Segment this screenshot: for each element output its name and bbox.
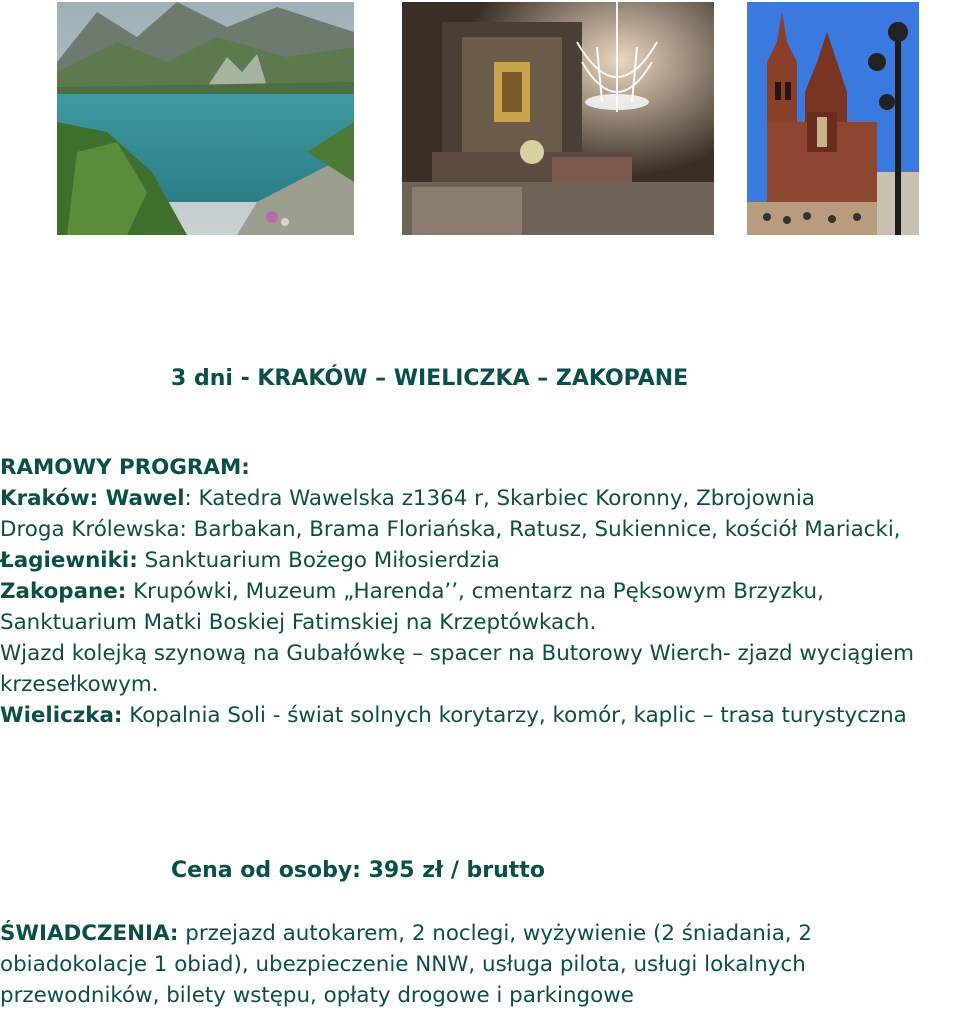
program-lagiewniki (0, 545, 960, 576)
program-krakow (0, 483, 960, 514)
photo-st-marys-basilica (747, 2, 919, 235)
benefits-paragraph (0, 918, 960, 1011)
zakopane-text: Krupówki, Muzeum „Harenda’’, cmentarz na Pęksowym Brzyzku, Sanktuarium Matki Boskiej Fatimskiej na Krzeptówkach. (0, 579, 824, 635)
page-title: 3 dni - KRAKÓW – WIELICZKA – ZAKOPANE (171, 366, 689, 391)
program-heading-text: RAMOWY PROGRAM: (0, 455, 250, 480)
program-wjazd (0, 638, 960, 700)
wieliczka-text: Kopalnia Soli - świat solnych korytarzy, komór, kaplic – trasa turystyczna (122, 703, 907, 728)
lagiewniki-label: Łagiewniki: (0, 548, 138, 573)
zakopane-label: Zakopane: (0, 579, 127, 604)
program-wieliczka (0, 700, 960, 731)
photo-mountain-lake (57, 2, 354, 235)
droga-text: Droga Królewska: Barbakan, Brama Floriańska, Ratusz, Sukiennice, kościół Mariacki, (0, 517, 901, 542)
program-droga (0, 514, 960, 545)
program-heading (0, 452, 960, 483)
price-line: Cena od osoby: 395 zł / brutto (171, 858, 545, 883)
wieliczka-label: Wieliczka: (0, 703, 123, 728)
program-section (0, 452, 960, 731)
benefits-section (0, 918, 960, 1011)
krakow-text: : Katedra Wawelska z1364 r, Skarbiec Koronny, Zbrojownia (184, 486, 815, 511)
krakow-label: Kraków: Wawel (0, 486, 185, 511)
photo-salt-chapel (402, 2, 714, 235)
lagiewniki-text: Sanktuarium Bożego Miłosierdzia (137, 548, 500, 573)
benefits-text: przejazd autokarem, 2 noclegi, wyżywienie (2 śniadania, 2 obiadokolacje 1 obiad), ubezpieczenie NNW, usługa pilota, usługi lokalnych przewodników, bilety wstępu, opłaty drogowe i parkingowe (0, 921, 813, 1008)
wjazd-text: Wjazd kolejką szynową na Gubałówkę – spacer na Butorowy Wierch- zjazd wyciągiem krzesełkowym. (0, 641, 914, 697)
benefits-label: ŚWIADCZENIA: (0, 921, 179, 946)
program-zakopane (0, 576, 960, 638)
